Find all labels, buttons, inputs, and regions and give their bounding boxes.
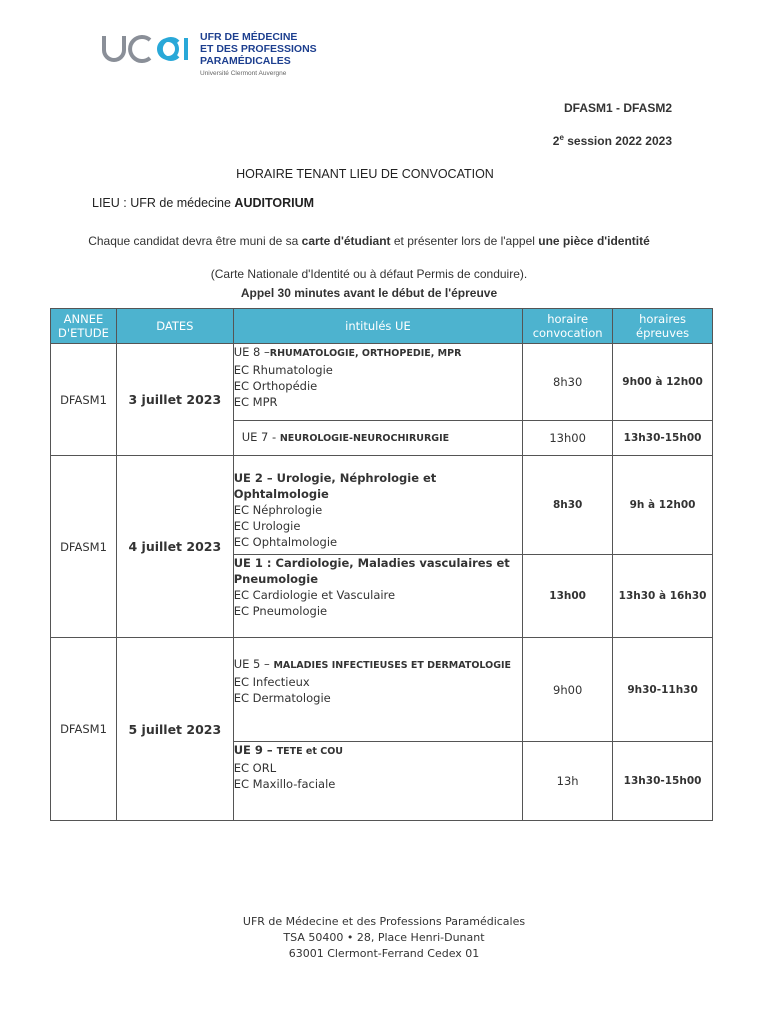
epreuves-cell: 13h30-15h00: [613, 742, 713, 821]
header-convocation: horaire convocation: [523, 309, 613, 344]
ue-title: UE 1 : Cardiologie, Maladies vasculaires et Pneumologie: [233, 556, 510, 586]
ec-item: EC MPR: [233, 395, 278, 409]
ue-name: TETE et COU: [276, 746, 343, 757]
instructions-bold-1: carte d'étudiant: [301, 234, 391, 248]
instructions-text-2: et présenter lors de l'appel: [390, 234, 539, 248]
header-intitules: intitulés UE: [233, 309, 522, 344]
session-text: session 2022 2023: [563, 134, 672, 148]
date-cell: 5 juillet 2023: [116, 638, 233, 821]
schedule-table: [50, 308, 713, 821]
ue-title: [234, 344, 522, 362]
ec-item: EC Maxillo-faciale: [233, 777, 336, 791]
logo-line-3: Université Clermont Auvergne: [200, 70, 287, 77]
document-title: HORAIRE TENANT LIEU DE CONVOCATION: [236, 167, 494, 181]
ue-cell: [233, 421, 522, 456]
session-sup: e: [559, 133, 564, 142]
date-cell: 3 juillet 2023: [116, 344, 233, 456]
ue-cell: [233, 456, 522, 555]
location-label: LIEU : UFR de médecine: [92, 196, 235, 210]
date-cell: 4 juillet 2023: [116, 456, 233, 638]
footer-line-1: UFR de Médecine et des Professions Paramédicales: [242, 915, 526, 928]
location-line: [92, 196, 314, 210]
epreuves-cell: 9h00 à 12h00: [613, 344, 713, 421]
ue-cell: [233, 742, 522, 821]
ue-title: [242, 429, 514, 447]
ue-name: RHUMATOLOGIE, ORTHOPEDIE, MPR: [269, 348, 462, 359]
convocation-cell: 13h00: [523, 555, 613, 638]
epreuves-cell: 13h30 à 16h30: [613, 555, 713, 638]
id-note: (Carte Nationale d'Identité ou à défaut Permis de conduire).: [210, 267, 528, 281]
year-cell: DFASM1: [51, 344, 117, 456]
convocation-cell: 13h00: [523, 421, 613, 456]
ec-item: EC Orthopédie: [233, 379, 318, 393]
table-header-row: [51, 309, 713, 344]
session-number: 2: [552, 134, 560, 148]
logo-line-1: UFR DE MÉDECINE: [200, 31, 298, 43]
convocation-cell: 8h30: [523, 456, 613, 555]
ue-prefix: UE 7 -: [241, 430, 280, 444]
footer-line-3: 63001 Clermont-Ferrand Cedex 01: [288, 947, 480, 960]
ue-title: [234, 656, 522, 674]
instructions-paragraph: [0, 234, 738, 248]
programs-label: DFASM1 - DFASM2: [563, 101, 672, 115]
location-value: AUDITORIUM: [234, 196, 315, 210]
year-cell: DFASM1: [51, 456, 117, 638]
ue-prefix: UE 9 –: [233, 743, 277, 757]
year-cell: DFASM1: [51, 638, 117, 821]
ue-cell: [233, 638, 522, 742]
ue-cell: [233, 555, 522, 638]
epreuves-cell: 9h30-11h30: [613, 638, 713, 742]
instructions-text-1: Chaque candidat devra être muni de sa: [88, 234, 302, 248]
ec-item: EC Cardiologie et Vasculaire: [233, 588, 396, 602]
epreuves-cell: 13h30-15h00: [613, 421, 713, 456]
uca-logo-icon: [100, 30, 192, 66]
header-epreuves: horaires épreuves: [613, 309, 713, 344]
footer-line-2: TSA 50400 • 28, Place Henri-Dunant: [283, 931, 485, 944]
ec-item: EC Ophtalmologie: [233, 535, 338, 549]
table-row: [51, 456, 713, 555]
roll-call-note: Appel 30 minutes avant le début de l'épreuve: [240, 286, 498, 300]
ec-item: EC Néphrologie: [233, 503, 323, 517]
ec-item: EC Pneumologie: [233, 604, 328, 618]
epreuves-cell: 9h à 12h00: [613, 456, 713, 555]
ec-item: EC Dermatologie: [233, 691, 331, 705]
logo-line-2: ET DES PROFESSIONS PARAMÉDICALES: [200, 43, 317, 67]
table-row: [51, 638, 713, 742]
ue-title: [234, 742, 522, 760]
header-dates: DATES: [116, 309, 233, 344]
session-label: [553, 133, 672, 148]
convocation-cell: 13h: [523, 742, 613, 821]
ec-item: EC Urologie: [233, 519, 301, 533]
ec-item: EC ORL: [233, 761, 277, 775]
ufr-logo: [100, 30, 400, 77]
footer-address: [0, 914, 768, 962]
ec-item: EC Infectieux: [233, 675, 310, 689]
ue-name: NEUROLOGIE-NEUROCHIRURGIE: [279, 433, 450, 444]
ue-prefix: UE 8 –: [233, 345, 270, 359]
instructions-bold-2: une pièce d'identité: [538, 234, 650, 248]
ec-item: EC Rhumatologie: [233, 363, 333, 377]
ue-title: UE 2 – Urologie, Néphrologie et Ophtalmologie: [233, 471, 437, 501]
ue-name: MALADIES INFECTIEUSES ET DERMATOLOGIE: [273, 660, 512, 671]
header-annee: ANNEE D'ETUDE: [51, 309, 117, 344]
logo-text: [200, 31, 400, 80]
ue-cell: [233, 344, 522, 421]
table-row: [51, 344, 713, 421]
convocation-cell: 8h30: [523, 344, 613, 421]
convocation-cell: 9h00: [523, 638, 613, 742]
ue-prefix: UE 5 –: [233, 657, 274, 671]
